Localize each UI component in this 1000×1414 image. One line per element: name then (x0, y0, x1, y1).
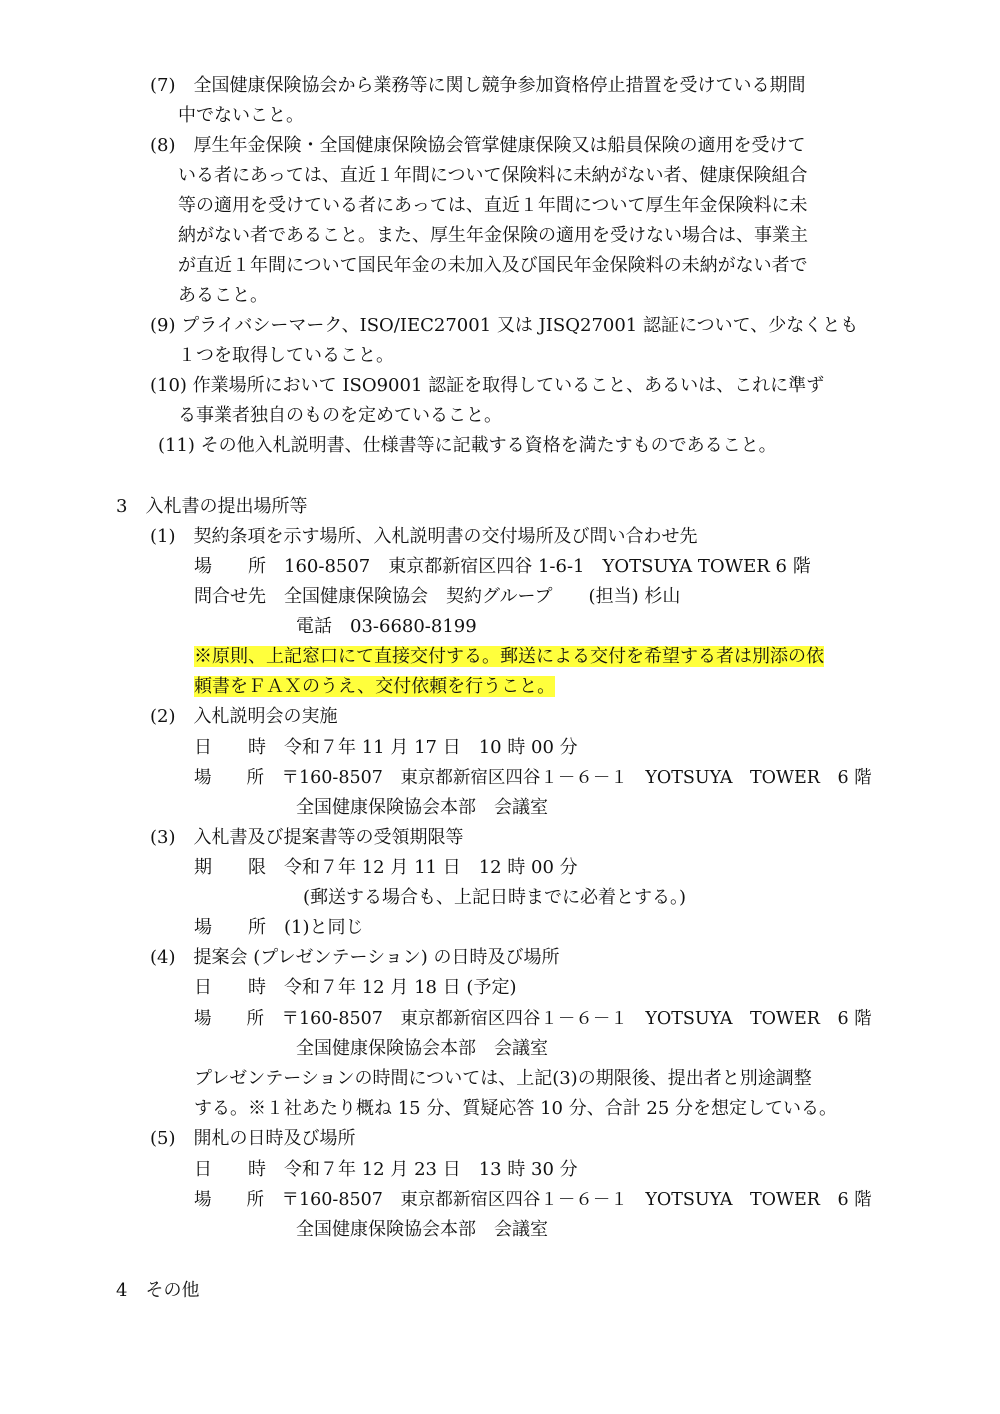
highlighted-text: ※原則、上記窓口にて直接交付する。郵送による交付を希望する者は別添の依 (194, 646, 824, 667)
text-line: 場 所 〒160-8507 東京都新宿区四谷１－６－１ YOTSUYA TOWER 6 階 (194, 768, 872, 788)
text-line: 日 時 令和７年 12 月 18 日 (予定) (194, 977, 517, 998)
text-line: (11) その他入札説明書、仕様書等に記載する資格を満たすものであること。 (158, 435, 777, 456)
text-line: 場 所 〒160-8507 東京都新宿区四谷１－６－１ YOTSUYA TOWER 6 階 (194, 1009, 872, 1029)
text-line: いる者にあっては、直近１年間について保険料に未納がない者、健康保険組合 (178, 165, 808, 186)
text-line: 全国健康保険協会本部 会議室 (296, 1038, 548, 1059)
text-line: 納がない者であること。また、厚生年金保険の適用を受けない場合は、事業主 (178, 225, 808, 246)
text-line: 等の適用を受けている者にあっては、直近１年間について厚生年金保険料に未 (178, 195, 808, 216)
text-line: する。※１社あたり概ね 15 分、質疑応答 10 分、合計 25 分を想定している。 (194, 1098, 838, 1119)
text-line: (1) 契約条項を示す場所、入札説明書の交付場所及び問い合わせ先 (150, 526, 698, 547)
text-line: 4 その他 (116, 1280, 200, 1301)
text-line: 場 所 (1)と同じ (194, 917, 364, 938)
text-line: 場 所 160-8507 東京都新宿区四谷 1-6-1 YOTSUYA TOWER 6 階 (194, 556, 811, 577)
text-line (194, 642, 824, 672)
text-line: 場 所 〒160-8507 東京都新宿区四谷１－６－１ YOTSUYA TOWER 6 階 (194, 1190, 872, 1210)
text-line: 問合せ先 全国健康保険協会 契約グループ (担当) 杉山 (194, 586, 681, 607)
text-line: (9) プライバシーマーク、ISO/IEC27001 又は JISQ27001 認証について、少なくとも (150, 315, 859, 336)
text-line: 電話 03-6680-8199 (296, 616, 477, 637)
text-line: １つを取得していること。 (178, 345, 394, 366)
text-line: あること。 (178, 285, 268, 306)
highlighted-text: 頼書をＦＡＸのうえ、交付依頼を行うこと。 (194, 676, 556, 697)
text-line (194, 672, 555, 702)
text-line: 全国健康保険協会本部 会議室 (296, 1219, 548, 1240)
text-line: (10) 作業場所において ISO9001 認証を取得していること、あるいは、これに準ず (150, 375, 825, 396)
text-line: (郵送する場合も、上記日時までに必着とする。) (303, 887, 687, 908)
text-line: (4) 提案会 (プレゼンテーション) の日時及び場所 (150, 947, 560, 968)
text-line: (3) 入札書及び提案書等の受領期限等 (150, 827, 464, 848)
text-line: 中でないこと。 (178, 105, 304, 126)
text-line: (8) 厚生年金保険・全国健康保険協会管掌健康保険又は船員保険の適用を受けて (150, 135, 806, 156)
text-line: 3 入札書の提出場所等 (116, 496, 308, 517)
text-line: (5) 開札の日時及び場所 (150, 1128, 356, 1149)
text-line: る事業者独自のものを定めていること。 (178, 405, 502, 426)
text-line: 期 限 令和７年 12 月 11 日 12 時 00 分 (194, 857, 578, 878)
text-line: (7) 全国健康保険協会から業務等に関し競争参加資格停止措置を受けている期間 (150, 75, 806, 96)
text-line: が直近１年間について国民年金の未加入及び国民年金保険料の未納がない者で (178, 255, 808, 276)
text-line: 日 時 令和７年 11 月 17 日 10 時 00 分 (194, 737, 578, 758)
text-line: (2) 入札説明会の実施 (150, 706, 338, 727)
text-line: 全国健康保険協会本部 会議室 (296, 797, 548, 818)
text-line: 日 時 令和７年 12 月 23 日 13 時 30 分 (194, 1159, 578, 1180)
text-line: プレゼンテーションの時間については、上記(3)の期限後、提出者と別途調整 (194, 1068, 812, 1089)
